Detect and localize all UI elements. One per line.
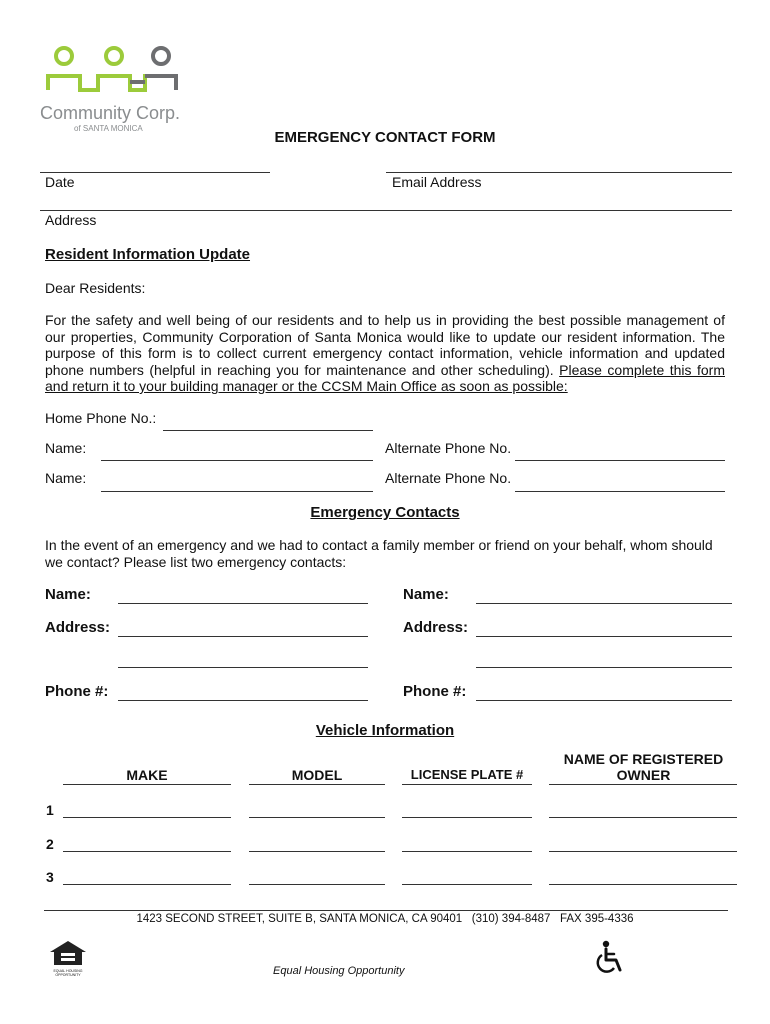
row1-model[interactable]: [249, 817, 385, 818]
col-owner: NAME OF REGISTERED OWNER: [563, 751, 724, 783]
ec1-address-line[interactable]: [118, 636, 368, 637]
logo-name: Community Corp.: [40, 103, 181, 123]
home-phone-line[interactable]: [163, 430, 373, 431]
name-line-2[interactable]: [101, 491, 373, 492]
row2-license[interactable]: [402, 851, 532, 852]
salutation: Dear Residents:: [45, 280, 146, 296]
form-title: EMERGENCY CONTACT FORM: [274, 129, 496, 146]
logo: [40, 42, 200, 132]
col-license: LICENSE PLATE #: [410, 767, 524, 782]
row3-license[interactable]: [402, 884, 532, 885]
address-line[interactable]: [40, 210, 732, 211]
alt-phone-line-1[interactable]: [515, 460, 725, 461]
col-owner-rule: [549, 784, 737, 785]
footer-address: 1423 SECOND STREET, SUITE B, SANTA MONICA, CA 90401 (310) 394-8487 FAX 395-4336: [136, 913, 634, 925]
name-label-2: Name:: [45, 470, 87, 486]
col-make-rule: [63, 784, 231, 785]
footer-rule: [44, 910, 728, 911]
row1-license[interactable]: [402, 817, 532, 818]
row2-model[interactable]: [249, 851, 385, 852]
ec1-address-line-2[interactable]: [118, 667, 368, 668]
alt-phone-line-2[interactable]: [515, 491, 725, 492]
ec1-phone-line[interactable]: [118, 700, 368, 701]
ec2-name-label: Name:: [403, 586, 449, 603]
ec1-phone-label: Phone #:: [45, 683, 109, 700]
ec2-address-line-2[interactable]: [476, 667, 732, 668]
row3-model[interactable]: [249, 884, 385, 885]
equal-housing-text: Equal Housing Opportunity: [273, 965, 405, 977]
email-line[interactable]: [386, 172, 732, 173]
row2-owner[interactable]: [549, 851, 737, 852]
ec2-name-line[interactable]: [476, 603, 732, 604]
emergency-intro: In the event of an emergency and we had to contact a family member or friend on your behalf, whom should we contact? Please list two emergency contacts:: [45, 537, 713, 570]
name-label-1: Name:: [45, 440, 87, 456]
home-phone-label: Home Phone No.:: [45, 410, 157, 426]
address-label: Address: [45, 212, 97, 228]
row-number: 2: [46, 836, 54, 852]
ec2-address-line[interactable]: [476, 636, 732, 637]
email-label: Email Address: [392, 174, 482, 190]
row-number: 3: [46, 869, 54, 885]
row-number: 1: [46, 802, 54, 818]
ec1-name-line[interactable]: [118, 603, 368, 604]
col-make: MAKE: [126, 767, 168, 783]
date-label: Date: [45, 174, 75, 190]
ec1-address-label: Address:: [45, 619, 111, 636]
wheelchair-icon: [594, 940, 626, 976]
ec2-address-label: Address:: [403, 619, 469, 636]
date-line[interactable]: [40, 172, 270, 173]
row3-make[interactable]: [63, 884, 231, 885]
emergency-heading: Emergency Contacts: [310, 504, 460, 521]
alt-phone-label-2: Alternate Phone No.: [385, 470, 512, 486]
vehicle-heading: Vehicle Information: [315, 722, 455, 739]
paragraph-instruction: Please complete this form and return it to your building manager or the CCSM Main Office as soon as possible:: [45, 361, 726, 394]
col-license-rule: [402, 784, 532, 785]
equal-housing-icon: [48, 940, 88, 966]
row2-make[interactable]: [63, 851, 231, 852]
name-line-1[interactable]: [101, 460, 373, 461]
equal-housing-logo: [48, 940, 88, 976]
col-model: MODEL: [291, 767, 343, 783]
equal-housing-logo-text: EQUAL HOUSING OPPORTUNITY: [53, 969, 83, 977]
resident-heading: Resident Information Update: [45, 246, 251, 263]
logo-subtitle: of SANTA MONICA: [74, 124, 143, 133]
alt-phone-label-1: Alternate Phone No.: [385, 440, 512, 456]
ec2-phone-label: Phone #:: [403, 683, 467, 700]
row1-owner[interactable]: [549, 817, 737, 818]
community-corp-logo-icon: [40, 42, 190, 100]
col-model-rule: [249, 784, 385, 785]
row3-owner[interactable]: [549, 884, 737, 885]
ec1-name-label: Name:: [45, 586, 91, 603]
ec2-phone-line[interactable]: [476, 700, 732, 701]
row1-make[interactable]: [63, 817, 231, 818]
paragraph-text: For the safety and well being of our residents and to help us in providing the best possible management of our properties, Community Corporation of Santa Monica would like to update our resident information. The purpose of this form is to collect current emergency contact information, vehicle information and updated phone numbers (helpful in reaching you for maintenance and other scheduling).: [45, 312, 725, 378]
resident-paragraph: [45, 312, 725, 395]
